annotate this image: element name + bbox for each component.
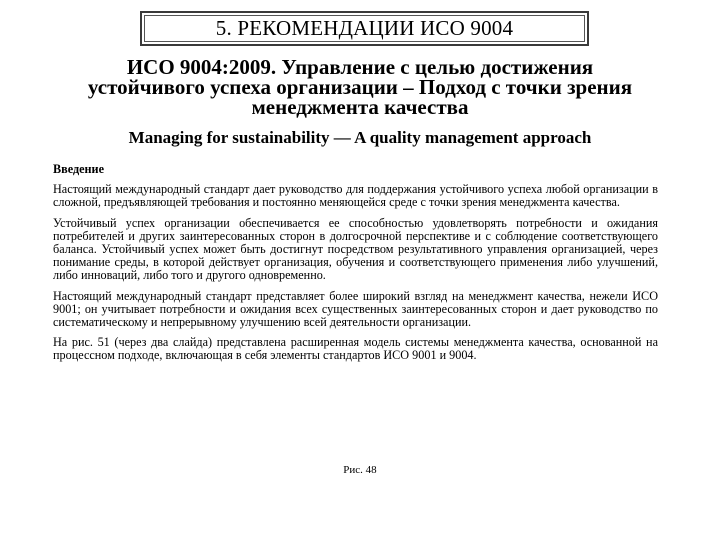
paragraph: Настоящий международный стандарт представляет более широкий взгляд на менеджмент качества, нежели ИСО 9001; он учитывает потребности и ожидания всех существенных заинтересованных сторон и дает руководство по систематическому и непрерывному улучшению всей деятельности организации. — [53, 288, 658, 330]
paragraph: Устойчивый успех организации обеспечивается ее способностью удовлетворять потребности и ожидания потребителей и других заинтересованных сторон в долгосрочной перспективе и с соблюдение соответствующего баланса. Устойчивый успех может быть достигнут посредством результативного управления организацией, через понимание среды, в которой действует организация, обучения и соответствующего применения либо улучшений, либо инноваций, либо того и другого одновременно. — [53, 215, 658, 283]
slide-title: 5. РЕКОМЕНДАЦИИ ИСО 9004 — [215, 16, 514, 40]
paragraph: На рис. 51 (через два слайда) представлена расширенная модель системы менеджмента качества, основанной на процессном подходе, включающая в себя элементы стандартов ИСО 9001 и 9004. — [53, 335, 658, 363]
heading-line: менеджмента качества — [251, 95, 469, 119]
standard-heading — [40, 57, 680, 117]
title-box — [140, 11, 589, 46]
heading-line: ИСО 9004:2009. Управление с целью достижения — [126, 55, 594, 79]
body-text — [53, 163, 658, 370]
paragraph: Настоящий международный стандарт дает руководство для поддержания устойчивого успеха любой организации в сложной, предъявляющей требования и постоянно меняющейся среде с точки зрения менеджмента качества. — [53, 182, 658, 210]
intro-label: Введение — [53, 162, 104, 176]
english-subtitle: Managing for sustainability — A quality management approach — [128, 128, 592, 147]
figure-caption: Рис. 48 — [343, 464, 377, 476]
heading-line: устойчивого успеха организации – Подход с точки зрения — [87, 75, 633, 99]
